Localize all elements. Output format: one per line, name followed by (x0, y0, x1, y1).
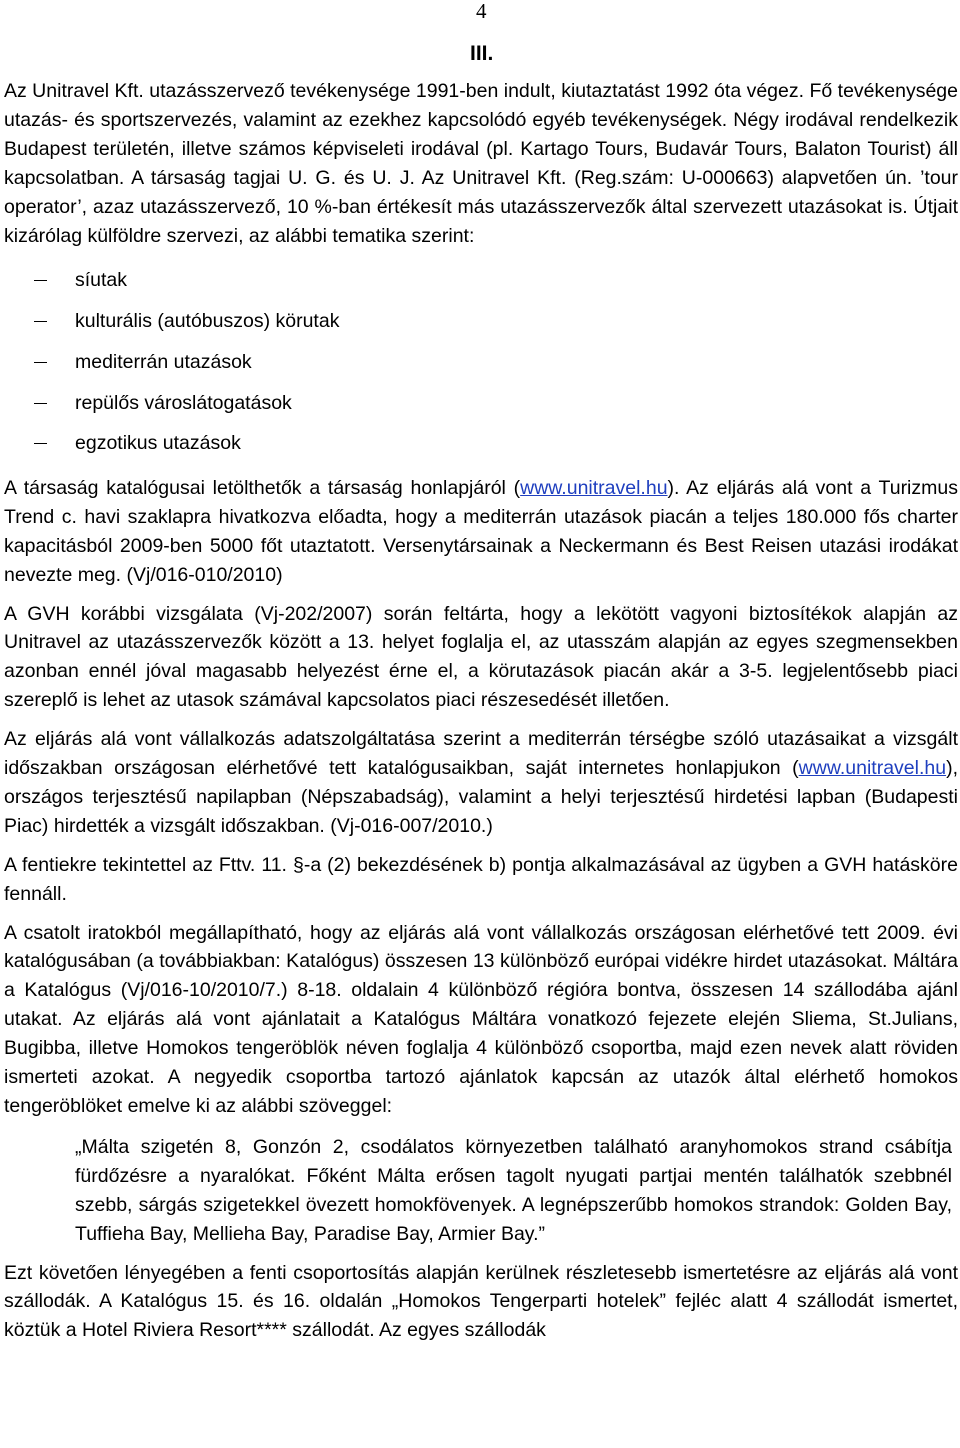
fttv-paragraph: A fentiekre tekintettel az Fttv. 11. §-a (2) bekezdésének b) pontja alkalmazásával az ügyben a GVH hatásköre fennáll. (4, 853, 958, 905)
list-item: mediterrán utazások (4, 342, 958, 383)
intro-paragraph: Az Unitravel Kft. utazásszervező tevékenysége 1991-ben indult, kiutaztatást 1992 óta végez. Fő tevékenysége utazás- és sportszervezés, valamint az ezekhez kapcsolódó egyéb tevékenységek. Négy irodával rendelkezik Budapest területén, illetve számos képviseleti irodával (pl. Kartago Tours, Budavár Tours, Balaton Tourist) áll kapcsolatban. A társaság tagjai U. G. és U. J. Az Unitravel Kft. (Reg.szám: U-000663) alapvetően ún. ’tour operator’, azaz utazásszervező, 10 %-ban értékesít más utazásszervezők által szervezett utazásokat is. Útjait kizárólag külföldre szervezi, az alábbi tematika szerint: (4, 80, 958, 247)
catalogue-2009-paragraph: A csatolt iratokból megállapítható, hogy az eljárás alá vont vállalkozás országosan elérhetővé tett 2009. évi katalógusában (a továbbiakban: Katalógus) összesen 13 különböző európai vidékre hirdet utazásokat. Máltára a Katalógus (Vj/016-10/2010/7.) 8-18. oldalain 4 különböző régióra bontva, összesen 14 szállodába ajánl utakat. Az eljárás alá vont ajánlatait a Katalógus Máltára vonatkozó fejezete elején Sliema, St.Julians, Bugibba, illetve Homokos tengeröblök néven foglalja 4 különböző csoportba, majd ezen nevek alatt röviden ismerteti azokat. A negyedik csoportba tartozó ajánlatok kapcsán az utazók által elérhető homokos tengeröblöket emelve ki az alábbi szöveggel: (4, 921, 958, 1117)
document-body (4, 77, 958, 1345)
unitravel-link[interactable]: www.unitravel.hu (798, 757, 947, 780)
list-item: repülős városlátogatások (4, 383, 958, 424)
section-heading: III. (470, 42, 494, 65)
dash-bullet-icon (34, 403, 47, 404)
gvh-paragraph: A GVH korábbi vizsgálata (Vj-202/2007) során feltárta, hogy a lekötött vagyoni biztosítékok alapján az Unitravel az utazásszervezők között a 13. helyet foglalja el, az utasszám alapján az egyes szegmensekben azonban ennél jóval magasabb helyezést érne el, a körutazások piacán akár a 3-5. legjelentősebb piaci szereplő is lehet az utasok számával kapcsolatos piaci részesedését illetően. (4, 602, 958, 712)
dash-bullet-icon (34, 321, 47, 322)
list-item: egzotikus utazások (4, 423, 958, 464)
unitravel-link[interactable]: www.unitravel.hu (520, 476, 668, 499)
catalog-paragraph: A társaság katalógusai letölthetők a társaság honlapjáról (www.unitravel.hu). Az eljárás alá vont a Turizmus Trend c. havi szaklapra hivatkozva előadta, hogy a mediterrán utazások piacán a teljes 180.000 fős charter kapacitásból 2009-ben 5000 főt utaztatott. Versenytársainak a Neckermann és Best Reisen utazási irodákat nevezte meg. (Vj/016-010/2010) (4, 476, 958, 586)
catalogue-quote: „Málta szigetén 8, Gonzón 2, csodálatos környezetben található aranyhomokos strand csábítja fürdőzésre a nyaralókat. Főként Málta erősen tagolt nyugati partjai mentén találhatók szebbnél szebb, sárgás szigetekkel övezett homokfövenyek. A legnépszerűbb homokos strandok: Golden Bay, Tuffieha Bay, Mellieha Bay, Paradise Bay, Armier Bay.” (75, 1135, 952, 1245)
dash-bullet-icon (34, 280, 47, 281)
dash-bullet-icon (34, 362, 47, 363)
data-supply-paragraph: Az eljárás alá vont vállalkozás adatszolgáltatása szerint a mediterrán térségbe szóló utazásaikat a vizsgált időszakban országosan elérhetővé tett katalógusaikban, saját internetes honlapjukon (www.unitravel.hu), országos terjesztésű napilapban (Népszabadság), valamint a helyi terjesztésű hirdetési lapban (Budapesti Piac) hirdették a vizsgált időszakban. (Vj-016-007/2010.) (4, 728, 958, 837)
themes-list (4, 260, 958, 463)
dash-bullet-icon (34, 443, 47, 444)
final-paragraph: Ezt követően lényegében a fenti csoportosítás alapján kerülnek részletesebb ismertetésre az eljárás alá vont szállodák. A Katalógus 15. és 16. oldalán „Homokos Tengerparti hotelek” fejléc alatt 4 szállodát ismertet, köztük a Hotel Riviera Resort**** szállodát. Az egyes szállodák (4, 1261, 958, 1342)
list-item: síutak (4, 260, 958, 301)
page-number: 4 (476, 0, 487, 23)
list-item: kulturális (autóbuszos) körutak (4, 301, 958, 342)
